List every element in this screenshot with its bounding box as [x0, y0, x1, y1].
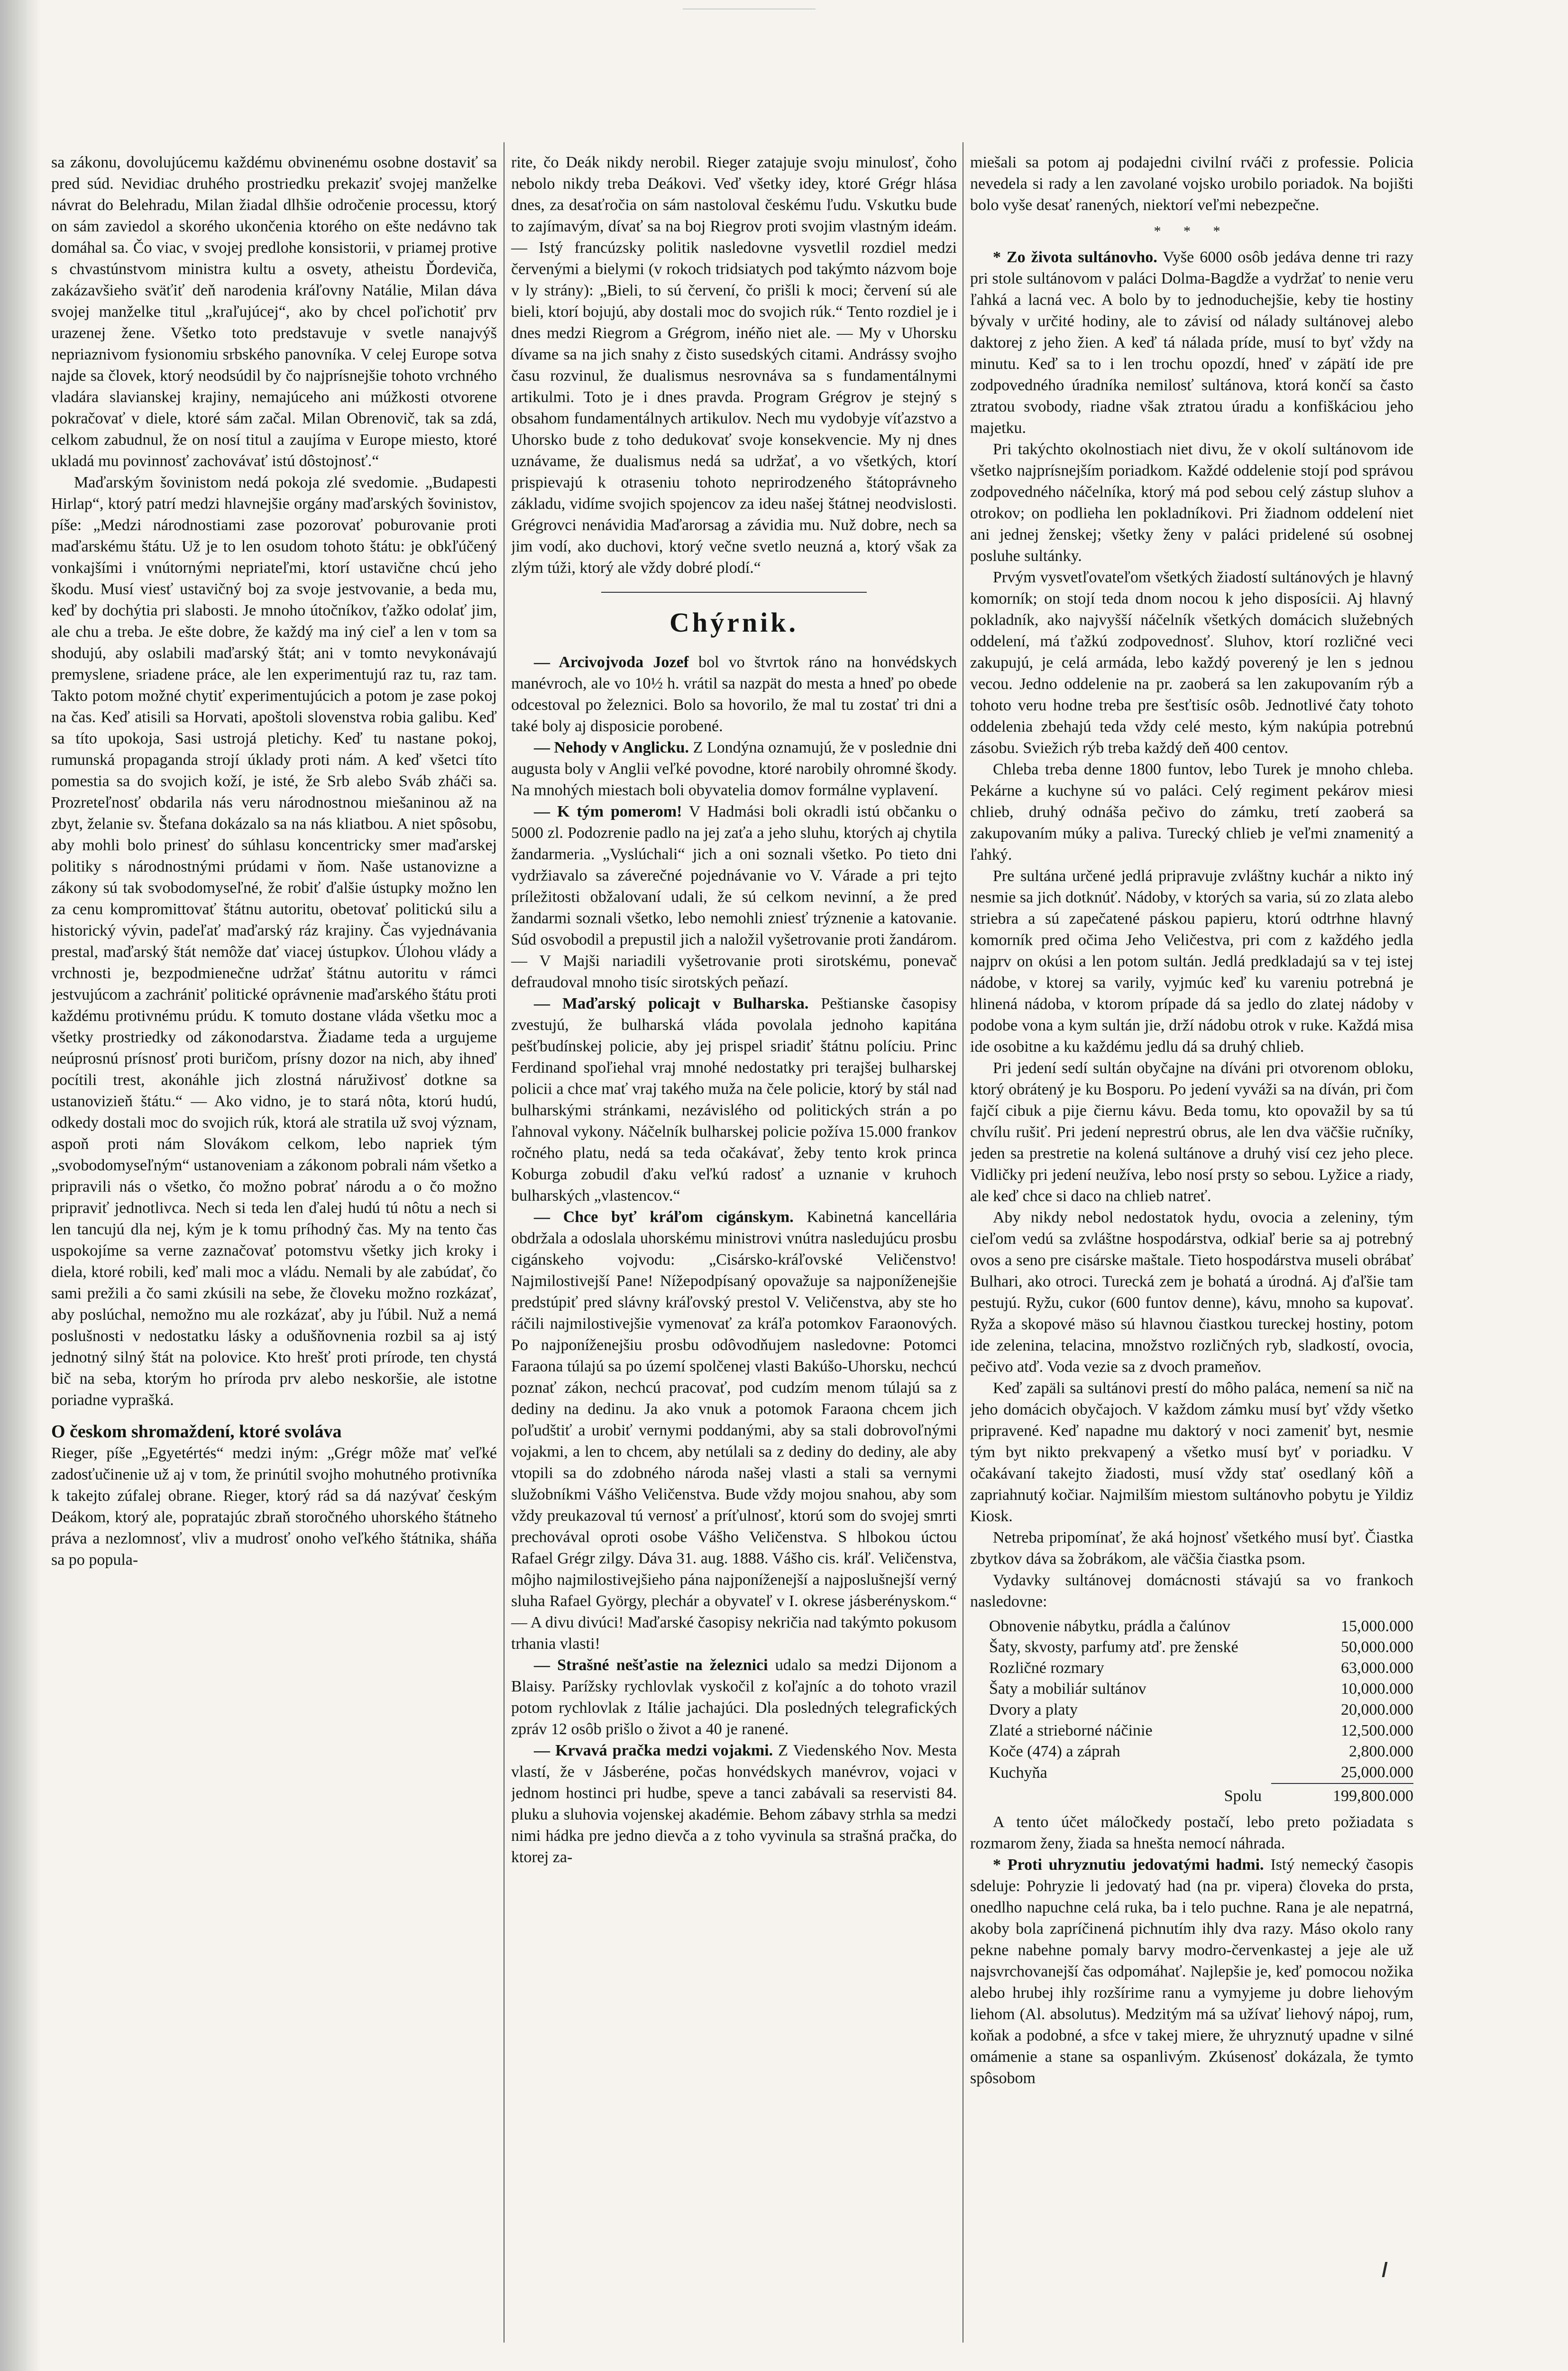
article-paragraph: A tento účet máločkedy postačí, lebo preto požiadata s rozmarom ženy, žiada sa hnešta nemocí náhrada. [970, 1813, 1413, 1852]
expenses-table [970, 1616, 1413, 1807]
news-item-text: Peštianske časopisy zvestujú, že bulharská vláda povolala jednoho kapitána pešťbudínskej policie, aby jej prispel sriadiť štátnu políciu. Princ Ferdinand spoľiehal vraj mnohé nedostatky pri terajšej bulharskej policii a chce mať vraj takého muža na čele policie, ktorý by stál nad bulharskými stránkami, nezávislého od politických strán a po ľahnoval vykony. Náčelník bulharskej policie požíva 15.000 frankov ročného platu, nedá sa teda očakávať, žeby tento krok princa Koburga zobudil ďaku veľkú radosť a uznanie v kruhoch bulharských „vlastencov.“ [511, 995, 957, 1204]
article-paragraph: Prvým vysvetľovateľom všetkých žiadostí sultánových je hlavný komorník; on stojí teda dnom nocou k jeho disposícii. Aj hlavný pokladník, ako najvyšší náčelník všetkých domácich služebných oddelení, má ťažkú zodpovednosť. Sluhov, ktorí rozličné veci zakupujú, je celá armáda, lebo každý poverený je len s jednou vecou. Jedno oddelenie na pr. zaoberá sa len zakupovaním rýb a tohoto veru hodne treba pre šesťtisíc osôb. Jednotlivé čaty tohoto oddelenia zbehajú teda vždy celé mesto, kým nakúpia potrebnú zásobu. Sviežich rýb treba každý deň 400 centov. [970, 569, 1413, 757]
article-paragraph: Aby nikdy nebol nedostatok hydu, ovocia a zeleniny, tým cieľom vedú sa zvláštne hospodárstva, odkiaľ berie sa aj potrebný ovos a seno pre cisárske maštale. Tieto hospodárstva museli obrábať Bulhari, ako otroci. Turecká zem je bohatá a úrodná. Aj ďaľšie tam pestujú. Ryžu, cukor (600 funtov denne), kávu, mnoho sa kupovať. Ryža a skopové mäso sú hlavnou čiastkou tureckej hostiny, potom ide zelenina, telacina, množstvo rozličných ryb, sladkostí, ovocia, pečivo atď. Voda vezie sa z dvoch prameňov. [970, 1209, 1413, 1376]
news-item-lead: — Nehody v Anglicku. [534, 739, 689, 756]
total-amount: 199,800.000 [1271, 1783, 1413, 1807]
news-item [511, 1740, 957, 1868]
news-item-lead: — K tým pomerom! [534, 803, 682, 820]
table-row [970, 1637, 1413, 1658]
news-item-text: Z Viedenského Nov. Mesta vlastí, že v Jásberéne, počas honvédskych manévrov, vojaci v jednom hostinci pri hudbe, speve a tanci zabávali sa reservisti 84. pluku a sluhovia vojenskej akadémie. Behom zábavy strhla sa medzi nimi hádka pre jedno dievča a z toho vyvinula sa strašná pračka, do ktorej za- [511, 1742, 957, 1866]
news-item [511, 993, 957, 1206]
news-item [511, 737, 957, 801]
table-row [970, 1616, 1413, 1637]
news-item [511, 801, 957, 993]
news-item-lead: — Arcivojvoda Jozef [534, 653, 689, 671]
expense-amount: 10,000.000 [1341, 1680, 1413, 1698]
article-paragraph: Keď zapäli sa sultánovi prestí do môho paláca, nemení sa nič na jeho domácich obyčajoch. V každom zámku musí byť vždy všetko pripravené. Keď napadne mu daktorý v noci zameniť byt, nesmie tým byt nikto prekvapený a všetko musí byť v poriadku. V očakávaní takejto žiadosti, musí vždy stať osedlaný kôň a zapriahnutý kočiar. Najmilším miestom sultánovho pobytu je Yildiz Kiosk. [970, 1379, 1413, 1525]
page-edge-shadow [0, 0, 43, 2371]
article-paragraph: sa zákonu, dovolujúcemu každému obvinenému osobne dostaviť sa pred súd. Nevidiac druhého prostriedku prekaziť svojej manželke návrat do Belehradu, Milan žiadal dlhšie odročenie processu, ktorý on sám zaviedol a skorého ukončenia ktorého on ešte nedávno tak domáhal sa. Čo viac, v svojej predlohe konsistorii, v priamej protive s chvastúnstvom ministra kultu a osvety, atheistu Ďordeviča, zakázavšieho sväťiť deň narodenia kráľovny Natálie, Milan dáva svojej manželke titul „kraľujúcej“, ako by chcel poľichotiť prv urazenej žene. Všetko toto predstavuje v svetle nanajvýš nepriaznivom fysionomiu srbského panovníka. V celej Europe sotva najde sa človek, ktorý neodsúdil by čo najprísnejšie tohoto vrchného vladára slavianskej krajiny, nemajúceho ani múžkosti otvorene pokračovať v diele, ktoré sám začal. Milan Obrenovič, tak sa zdá, celkom zabudnul, že on nosí titul a zaujíma v Europe miesto, ktoré ukladá mu povinnosť zachovávať istú dôstojnosť.“ [51, 154, 497, 470]
news-item-text: Z Londýna oznamujú, že v poslednie dni augusta boly v Anglii veľké povodne, ktoré narobily ohromné škody. Na mnohých miestach boli obyvatelia domov formálne vyplavení. [511, 739, 957, 799]
expense-item: Kuchyňa [989, 1764, 1047, 1782]
news-item [511, 1206, 957, 1654]
expense-item: Obnovenie nábytku, prádla a čalúnov [989, 1617, 1230, 1635]
expense-item: Koče (474) a záprah [989, 1743, 1120, 1760]
article-paragraph: rite, čo Deák nikdy nerobil. Rieger zatajuje svoju minulosť, čoho nebolo nikdy treba Deákovi. Veď všetky idey, ktoré Grégr hlása dnes, za desaťročia on sám nastoloval českému ľudu. Vskutku bude to zajímavým, dívať sa na boj Riegrov proti svojim vlastným ideám. — Istý francúzsky politik nasledovne vysvetlil rozdiel medzi červenými a bielymi (v rokoch tridsiatych pod takýmto názvom boje v ly strány): „Bieli, to sú červení, čo prišli k moci; červení sú ale bieli, ktorí bojujú, aby dostali moc do svojich rúk.“ Tento rozdiel je i dnes medzi Riegrom a Grégrom, inéňo niet ale. — My v Uhorsku dívame sa na jich snahy z čisto susedských citami. Andrássy svojho času rozvinul, že dualismus nesrovnáva sa s fundamentálnymi artikulmi. Toto je i dnes pravda. Program Grégrov je stejný s obsahom fundamentálnych artikulov. Nech mu vydobyje víťazstvo a Uhorsko bude z toho dedukovať svoje konsekvencie. My nj dnes uznávame, že dualismus nedá sa udržať, a vo všetkých, ktorí prispievajú k otraseniu tohoto neprirodzeného štátoprávneho základu, vidíme svojich spojencov za ideu našej štátnej neodvislosti. Grégrovci nenávidia Maďarorsag a závidia mu. Nuž dobre, nech sa jim vodí, ako duchovi, ktorý večne svetlo neuzná a, ktorý však za zlým túži, ktorý ale vždy dobré plodí.“ [511, 154, 957, 577]
article-paragraph: Netreba pripomínať, že aká hojnosť všetkého musí byť. Čiastka zbytkov dáva sa žobrákom, ale väčšia čiastka psom. [970, 1529, 1413, 1568]
article-paragraph: miešali sa potom aj podajedni civilní rváči z professie. Policia nevedela si rady a len zavolané vojsko urobilo poriadok. Na bojišti bolo vyše desať ranených, niektorí veľmi nebezpečne. [970, 154, 1413, 214]
total-label: Spolu [1224, 1787, 1262, 1805]
expense-amount: 2,800.000 [1349, 1743, 1413, 1760]
news-item-lead: — Strašné nešťastie na železnici [534, 1656, 768, 1674]
article-paragraph: Pre sultána určené jedlá pripravuje zvláštny kuchár a nikto iný nesmie sa jich dotknúť. Nádoby, v ktorých sa varia, sú zo zlata alebo striebra a sú zapečatené páskou papieru, ktorú odtrhne hlavný komorník pred očima Jeho Veličestva, pri com z každého jedla najprv on okúsi a len potom sultán. Jedlá predkladajú sa v tej istej nádobe, v ktorej sa varily, vyjmúc keď ku vareniu potrebná je hlinená nádoba, v ktorom prípade dá sa jedlo do zlatej nádoby v podobe vona a kym sultán jie, drží nádobu otrok v ruke. Každá misa ide osobitne a ku každému jedlu dá sa druhý chlieb. [970, 867, 1413, 1056]
table-row [970, 1762, 1413, 1783]
article-text: Istý nemecký časopis sdeluje: Pohryzie li jedovatý had (na pr. vipera) človeka do prsta, onedlho napuchne celá ruka, ba i telo puchne. Rana je ale nepatrná, akoby bola zapríčinená pichnutím ihly dva razy. Máso okolo rany pekne nabehne pomaly barvy modro-červenkastej a jeje ale už najsvrchovanejší čas odpomáhať. Najlepšie je, keď pomocou nožika alebo hrubej ihly rozšírime ranu a vymyjeme ju dobre liehovým liehom (Al. absolutus). Medzitým má sa užívať liehový nápoj, rum, koňak a podobné, a sfce v takej miere, že uhryznutý upadne v silné omámenie a stane sa ospanlivým. Zkúsenosť dokázala, že tymto spôsobom [970, 1856, 1413, 2087]
article-paragraph [970, 247, 1413, 439]
table-row [970, 1658, 1413, 1679]
news-item-text: udalo sa medzi Dijonom a Blaisy. Parížsky rychlovlak vyskočil z koľajníc a do tohoto vrazil potom rychlovlak z Itálie jachajúci. Dla posledných telegrafických zpráv 12 osôb prišlo o život a 40 je ranené. [511, 1656, 957, 1738]
expense-item: Dvory a platy [989, 1701, 1078, 1719]
section-heading: O českom shromaždení, ktoré svoláva [51, 1422, 342, 1442]
section-heading: * Proti uhryznutiu jedovatými hadmi. [993, 1856, 1264, 1874]
section-divider [601, 592, 867, 593]
separator-stars: * * * [1154, 223, 1230, 239]
expense-amount: 15,000.000 [1341, 1617, 1413, 1635]
table-row [970, 1720, 1413, 1741]
column-3 [970, 152, 1413, 2314]
expense-item: Šaty, skvosty, parfumy atď. pre ženské [989, 1638, 1238, 1656]
column-2 [511, 152, 957, 2314]
expenses-intro: Vydavky sultánovej domácnosti stávajú sa vo frankoch nasledovne: [970, 1571, 1413, 1610]
section-heading: * Zo života sultánovho. [993, 248, 1157, 266]
expense-item: Zlaté a strieborné náčinie [989, 1722, 1153, 1739]
table-row [970, 1679, 1413, 1700]
expense-amount: 63,000.000 [1341, 1659, 1413, 1677]
article-paragraph: Chleba treba denne 1800 funtov, lebo Turek je mnoho chleba. Pekárne a kuchyne sú vo paláci. Celý regiment pekárov miesi chlieb, druhý odnáša pečivo do zámku, tretí zaoberá sa zakupovaním múky a paliva. Turecký chlieb je veľmi znamenitý a ľahký. [970, 761, 1413, 864]
news-item-lead: — Chce byť kráľom cigánskym. [534, 1208, 794, 1226]
total-row [970, 1783, 1413, 1807]
news-item [511, 1654, 957, 1740]
article-paragraph: Pri takýchto okolnostiach niet divu, že v okolí sultánovom ide všetko najprísnejším poriadkom. Každé oddelenie stojí pod správou zodpovedného náčelníka, ktorý má pod sebou celý zástup sluhov a otrokov; on podlieha len pokladníkovi. Pri žiadnom oddelení niet ani jednej ženskej; všetky ženy v paláci pridelené sú osobnej posluhe sultánky. [970, 441, 1413, 565]
expense-amount: 25,000.000 [1341, 1764, 1413, 1781]
news-item-text: Kabinetná kancellária obdržala a odoslala uhorskému ministrovi vnútra nasledujúcu prosbu cigánskeho vojvodu: „Cisársko-kráľovské Veličenstvo! Najmilostivejší Pane! Nížepodpísaný opovažuje sa najponíženejšie predstúpiť pred slávny kráľovský prestol V. Veličenstva, aby ste ho ráčili najmilostivejšie vymenovať za kráľa potomkov Faraonových. Po najponíženejšiu prosbu odôvodňujem nasledovne: Potomci Faraona túlajú sa po území spolčenej vlasti Bakúšo-Uhorsku, nechcú poznať zákon, nechcú pracovať, pod cudzím menom túlajú sa z dediny na dedinu. Ja ako vnuk a potomok Faraona chcem jich poľudštiť a urobiť vernymi poddanými, aby sa stali dobrovoľnými vojakmi, a len to chcem, aby netúlali sa z dediny do dediny, ale aby vtopili sa do zdobného národa našej vlasti a stali sa vernymi služobníkmi Vášho Veličenstva. Bude vždy mojou snahou, aby som vždy preukazoval tú vernosť a príťulnosť, ktorú som do svojej smrti prechovával oproti osobe Vášho Veličenstva. S hlbokou úctou Rafael Grégr zilgy. Dáva 31. aug. 1888. Vášho cis. kráľ. Veličenstva, môjho najmilostivejšieho pána najponíženejší a najposlušnejší verný sluha Rafael Györgу, plechár a obyvateľ v I. okrese jásberényskom.“ — A divu divúci! Maďarské časopisy nekričia nad takýmto pokusom trhania vlasti! [511, 1208, 957, 1653]
table-row [970, 1700, 1413, 1720]
article-paragraph [970, 1854, 1413, 2089]
article-text: Vyše 6000 osôb jedáva denne tri razy pri stole sultánovom v paláci Dolma-Bagdže a vydržať to nenie veru ľahká a lacná vec. A bolo by to jednoduchejšie, keby tie hostiny bývaly v určité hodiny, ale to závisí od nálady sultánovej alebo daktorej z jeho žien. A keď tá nálada príde, musí to byť vždy na minutu. Keď sa to i len trochu opozdí, hneď v zápätí ide pre zodpovedného úradníka nemilosť sultánova, ktorá končí sa často ztratou svobody, riadne však ztratou úradu a konfiškáciou jeho majetku. [970, 248, 1413, 437]
article-paragraph: Pri jedení sedí sultán obyčajne na díváni pri otvorenom obloku, ktorý obrátený je ku Bosporu. Po jedení vyváži sa na díván, pri čom fajčí cibuk a pije čiernu kávu. Beda tomu, kto opovažil by sa tú chvílu rušiť. Pri jedení neprestrú obrus, ale len dva väčšie ručníky, jeden sa prestretie na kolená sultánove a druhý visí cez jeho plece. Vidličky pri jedení neužíva, lebo nosí prsty so sebou. Lyžice a riady, ale keď chce si daco na chlieb natreť. [970, 1059, 1413, 1205]
article-paragraph: Rieger, píše „Egyetértés“ medzi iným: „Grégr môže mať veľké zadosťučinenie už aj v tom, že prinútil svojho mohutného protivníka k takejto zúfalej obrane. Rieger, ktorý rád sa dá nazývať českým Deákom, ktorý ale, popratajúc zbraň storočného uhorského štátneho práva a nezlomnosť, vliv a mudrosť onoho veľkého štátnika, sháňa sa po popula- [51, 1444, 497, 1569]
expense-item: Rozličné rozmary [989, 1659, 1104, 1677]
table-row [970, 1741, 1413, 1762]
news-item-lead: — Krvavá pračka medzi vojakmi. [534, 1742, 773, 1759]
expense-amount: 20,000.000 [1341, 1701, 1413, 1719]
news-item-lead: — Maďarský policajt v Bulharska. [534, 995, 809, 1012]
expense-item: Šaty a mobiliár sultánov [989, 1680, 1146, 1698]
column-1 [51, 152, 497, 2314]
news-section-title: Chýrnik. [669, 607, 798, 638]
news-item-text: bol vo štvrtok ráno na honvédskych manévroch, ale vo 10½ h. vrátil sa nazpät do mesta a hneď po obede odcestoval po železnici. Bolo sa hovorilo, že mal tu zostať tri dni a také boly aj disposicie porobené. [511, 653, 957, 735]
article-paragraph: Maďarským šovinistom nedá pokoja zlé svedomie. „Budapesti Hirlap“, ktorý patrí medzi hlavnejšie orgány maďarských šovinistov, píše: „Medzi národnostiami zase pozorovať poburovanie proti maďarskému štátu. Už je to len osudom tohoto štátu: je obkľúčený vonkajšími i vnútornými nepriateľmi, ktorí ustavične chcú jeho škodu. Musí viesť ustavičný boj za svoje jestvovanie, a beda mu, keď by dochýtia pri slabosti. Je mnoho útočníkov, ťažko odolať jim, ale chu a treba. Je ešte dobre, že každý ma iný cieľ a len v tom sa shodujú, aby oslabili maďarský štát; ani v tomto nevykonávajú premyslene, sriadene práce, ale len experimentujú raz tu, raz tam. Takto potom možné chytiť experimentujúcich a potom je zase pokoj na čas. Keď atisili sa Horvati, apoštoli slovenstva robia galibu. Keď sa títo upokoja, Sasi ustrojá pletichy. Keď tu nastane pokoj, rumunská propaganda strojí úklady proti nám. A keď všetci títo pomestia sa do svojich koží, je isté, že Srb alebo Sváb zháči sa. Prozreteľnosť obdarila nás veru národnostnou miešaninou až na zbyt, želanie sv. Štefana dokázalo sa na nás kliatbou. A niet spôsobu, aby mohli bolo prinesť do súhlasu koncentricky smer maďarskej politiky s národnostnými prúdami v ňom. Naše ustanovizne a zákony sú tak svobodomyseľné, že robiť ďalšie ústupky možno len za cenu kompromittovať štátnu autoritu, obetovať politickú silu a historický vývin, padeľať maďarský ráz krajiny. Čas vyjednávania prestal, maďarský štát nemôže dať viacej ústupkov. Úlohou vlády a vrchnosti je, bezpodmienečne udržať štátnu autoritu v rámci jestvujúcom a zachrániť politické oprávnenie maďarského štátu proti každému protivnému prúdu. K tomuto dostane vláda všetku moc a všetky prostriedky od zákonodarstva. Žiadame teda a urgujeme neúprosnú prísnosť proti buričom, prísny dozor na nich, aby ihneď pocítili trest, akonáhle jich zlostná náruživosť dotkne sa ustanovizieň štátu.“ — Ako vidno, je to stará nôta, ktorú hudú, odkedy dostali moc do svojich rúk, ktorá ale stratila už svoj význam, aspoň proti nám Slovákom celkom, lebo napriek tým „svobodomyseľným“ ustanoveniam a zákonom pobrali nám všetko a pripravili nás o všetko, čo možno pobrať národu a o čo možno pripraviť jednotlivca. Nech si teda len ďalej hudú tú nôtu a nech si len tancujú dla nej, kým je k tomu príhodný čas. My na tento čas uspokojíme sa verne zaznačovať potomstvu všetky jich kroky i diela, ktoré robili, keď mali moc a vládu. Nemali by ale zabúdať, čo sami prežili a čo sami zkúsili na sebe, že človeku možno rozkázať, aby poslúchal, nemožno mu ale rozkázať, aby ju ľúbil. Nuž a nemá poslušnosti v nedostatku lásky a odušňovnenia rozbil sa aj istý jednotný silný štát na polovice. Kto hrešť proti prírode, ten chystá bič na seba, ktorým ho príroda prv alebo neskoršie, ale istotne poriadne vyprašká. [51, 474, 497, 1409]
expense-amount: 50,000.000 [1341, 1638, 1413, 1656]
news-item [511, 652, 957, 737]
expense-amount: 12,500.000 [1341, 1722, 1413, 1739]
news-item-text: V Hadmási boli okradli istú občanku o 5000 zl. Podozrenie padlo na jej zaťa a jeho sluhu, ktorých aj chytila žandarmeria. „Vyslúchali“ jich a oni soznali všetko. Po tieto dni vydržiavalo sa záverečné pojednávanie vo V. Várade a pri tejto príležitosti obžalovaní udali, že sú celkom nevinní, a že pred žandarmi soznali všetko, lebo nemohli zniesť trýznenie a katovanie. Súd osvobodil a prepustil jich a naložil vyšetrovanie proti žandárom. — V Majši nariadili vyšetrovanie proti sirotskému, ponevač defraudoval mnoho tisíc sirotských peňazí. [511, 803, 957, 991]
